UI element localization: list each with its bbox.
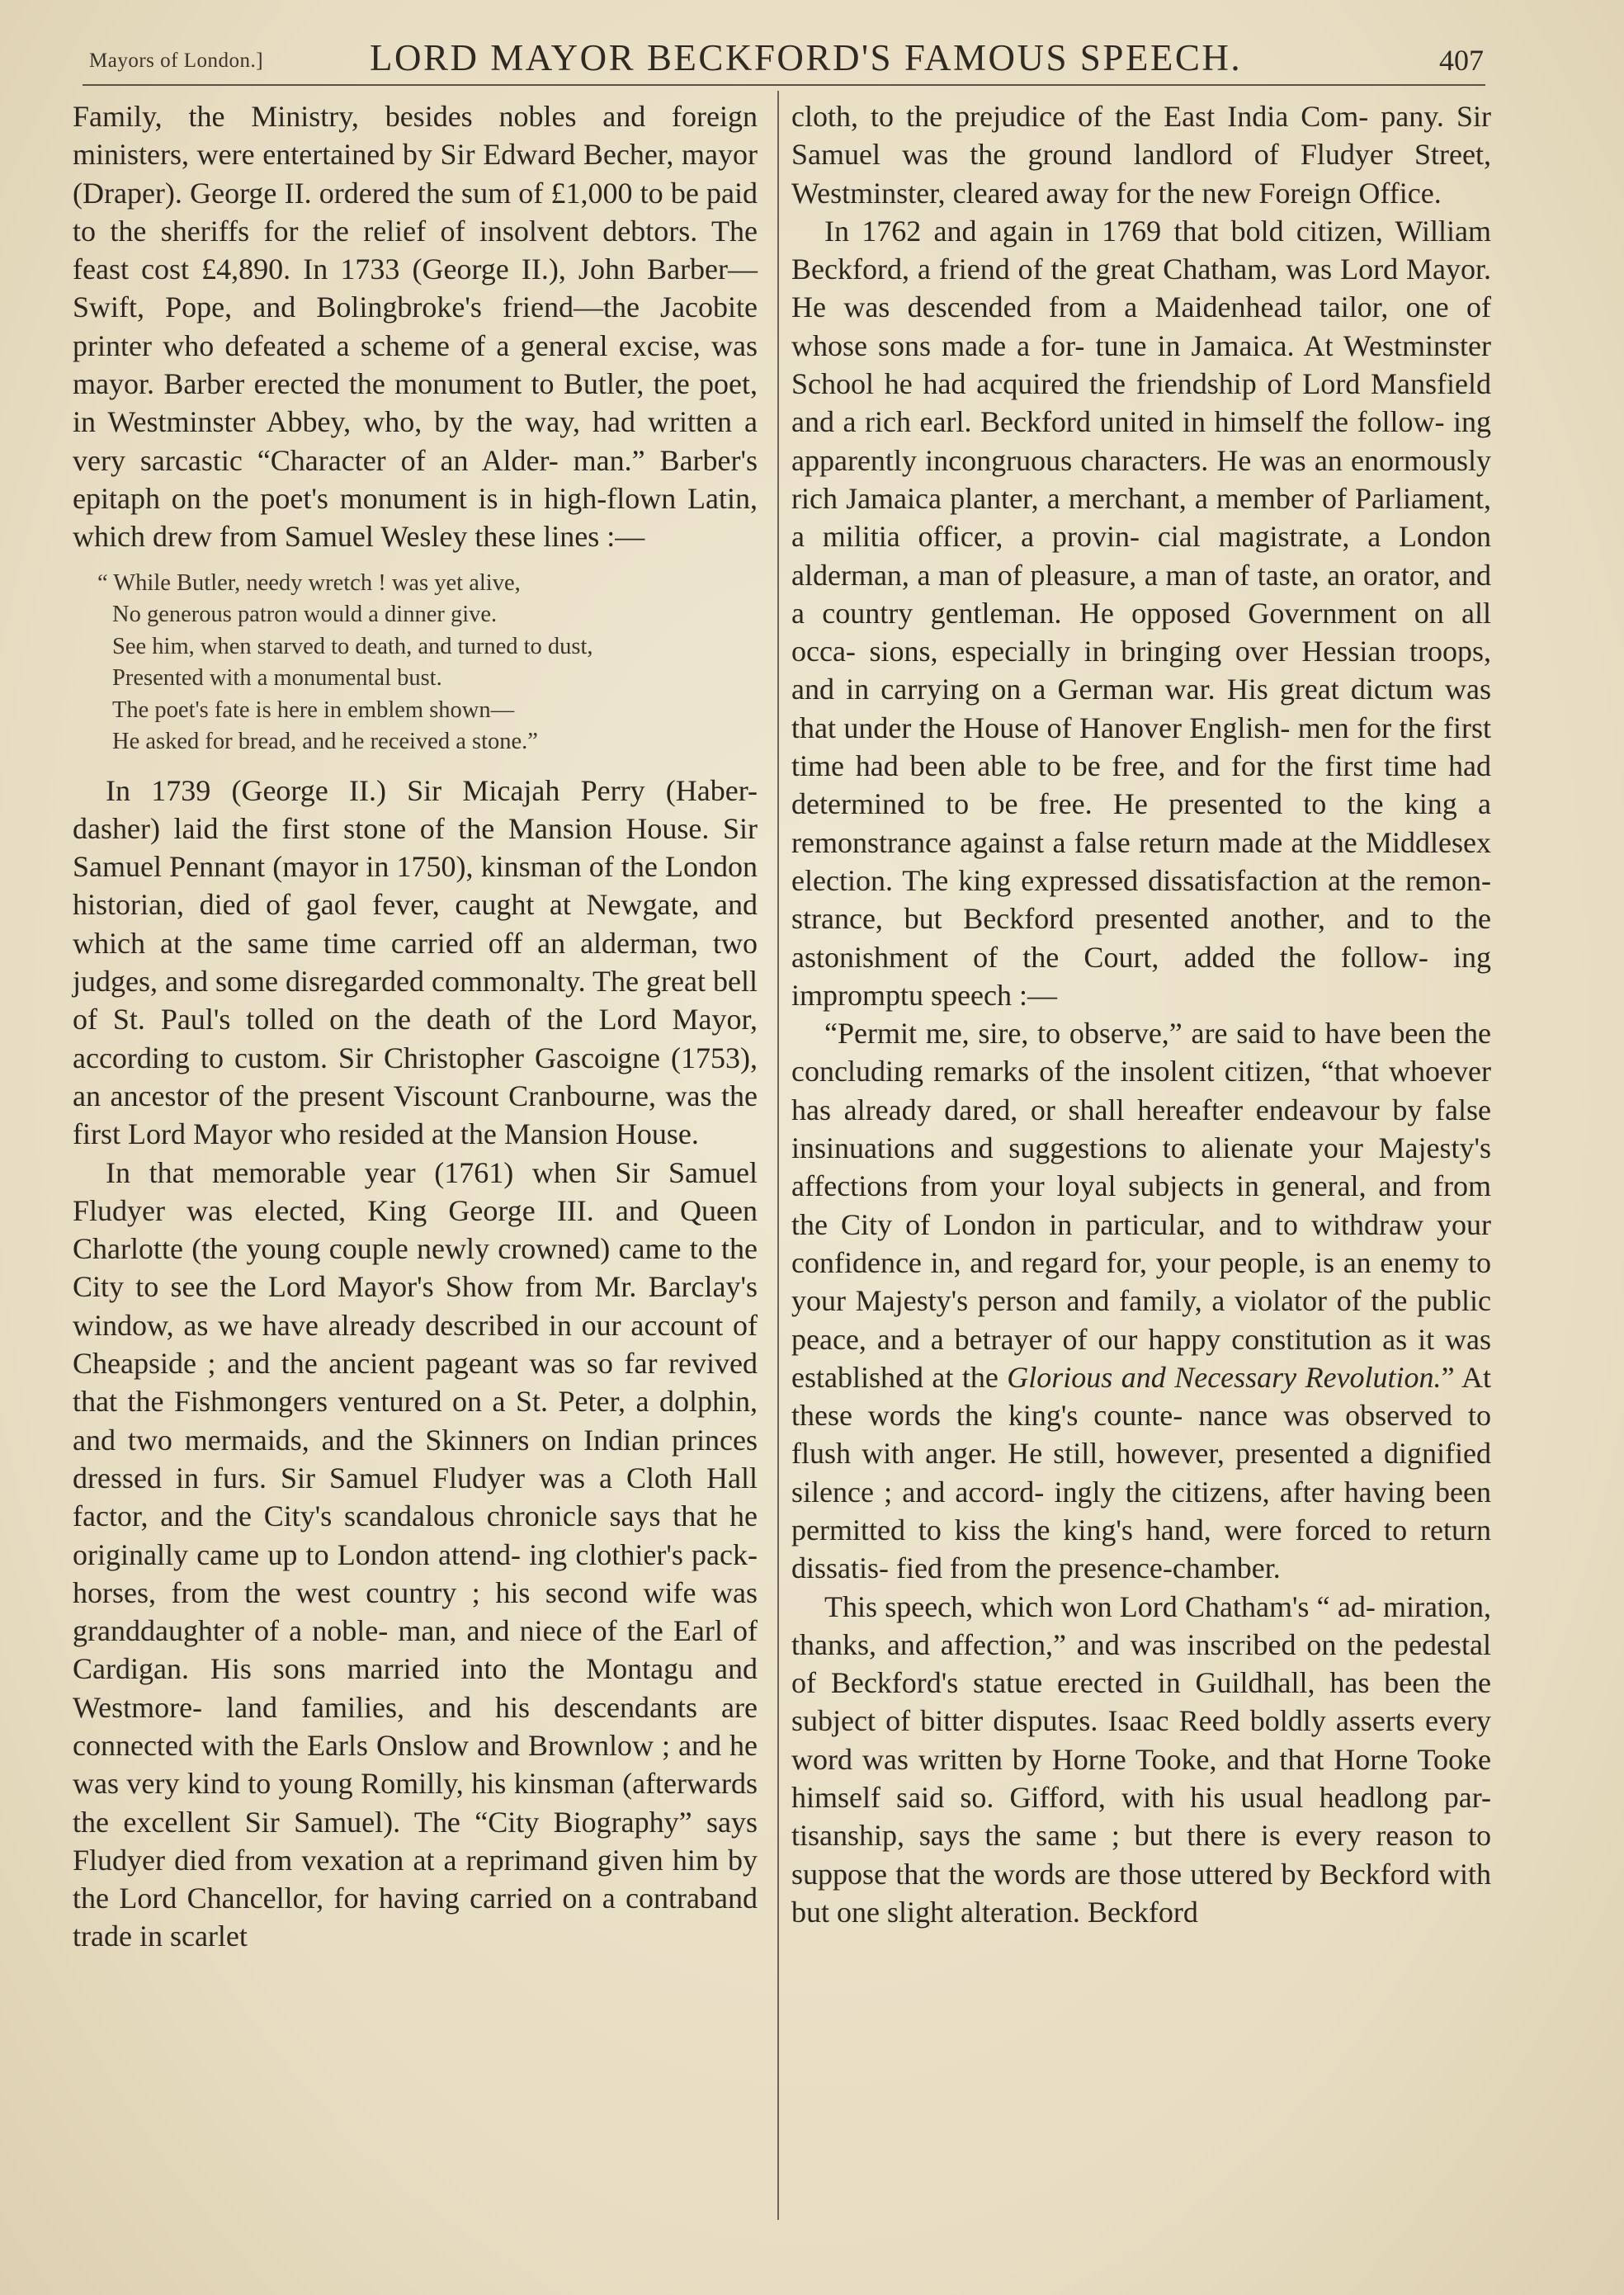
paragraph: In 1762 and again in 1769 that bold citizen, William Beckford, a friend of the great Chatham, was Lord Mayor. He was descended from a Maidenhead tailor, one of whose sons made a for- tune in Jamaica. At Westminster School he had acquired the friendship of Lord Mansfield and a rich earl. Beckford united in himself the follow- ing apparently incongruous characters. He was an enormously rich Jamaica planter, a merchant, a member of Parliament, a militia officer, a provin- cial magistrate, a London alderman, a man of pleasure, a man of taste, an orator, and a country gentleman. He opposed Government on all occa- sions, especially in bringing over Hessian troops, and in carrying on a German war. His great dictum was that under the House of Hanover English- men for the first time had been able to be free, and for the first time had determined to be free. He presented to the king a remonstrance against a false return made at the Middlesex election. The king expressed dissatisfaction at the remon- strance, but Beckford presented another, and to the astonishment of the Court, added the follow- ing impromptu speech :—: [791, 214, 1491, 1012]
poem-line: “ While Butler, needy wretch ! was yet alive,: [97, 569, 521, 596]
poem-line: No generous patron would a dinner give.: [112, 602, 498, 628]
poem-line: See him, when starved to death, and turned to dust,: [112, 633, 593, 659]
paragraph: This speech, which won Lord Chatham's “ ad- miration, thanks, and affection,” and was inscribed on the pedestal of Beckford's statue erected in Guildhall, has been the subject of bitter disputes. Isaac Reed boldly asserts every word was written by Horne Tooke, and that Horne Tooke himself said so. Gifford, with his usual headlong par- tisanship, says the same ; but there is every reason to suppose that the words are those uttered by Beckford with but one slight alteration. Beckford: [791, 1589, 1491, 1929]
italic-phrase: Glorious and Necessary Revolution.: [1007, 1360, 1442, 1394]
page-title: LORD MAYOR BECKFORD'S FAMOUS SPEECH.: [370, 37, 1243, 78]
paragraph: Family, the Ministry, besides nobles and foreign ministers, were entertained by Sir Edward Becher, mayor (Draper). George II. ordered the sum of £1,000 to be paid to the sheriffs for the relief of insolvent debtors. The feast cost £4,890. In 1733 (George II.), John Barber—Swift, Pope, and Bolingbroke's friend—the Jacobite printer who defeated a scheme of a general excise, was mayor. Barber erected the monument to Butler, the poet, in Westminster Abbey, who, by the way, had written a very sarcastic “Character of an Alder- man.” Barber's epitaph on the poet's monument is in high-flown Latin, which drew from Samuel Wesley these lines :—: [73, 100, 758, 554]
poem-line: He asked for bread, and he received a stone.”: [112, 729, 538, 755]
paragraph-text: ” At these words the king's counte- nance was observed to flush with anger. He still, however, presented a dignified silence ; and accord- ingly the citizens, after having been permitted to kiss the king's hand, were forced to return dissatis- fied from the presence-chamber.: [791, 1360, 1492, 1585]
quoted-poem: [97, 568, 758, 758]
header-rule: [83, 84, 1485, 86]
section-label: Mayors of London.]: [89, 50, 264, 72]
column-divider: [777, 91, 779, 2220]
poem-line: Presented with a monumental bust.: [112, 665, 442, 692]
paragraph: In that memorable year (1761) when Sir Samuel Fludyer was elected, King George III. and Queen Charlotte (the young couple newly crowned) came to the City to see the Lord Mayor's Show from Mr. Barclay's window, as we have already described in our account of Cheapside ; and the ancient pageant was so far revived that the Fishmongers ventured on a St. Peter, a dolphin, and two mermaids, and the Skinners on Indian princes dressed in furs. Sir Samuel Fludyer was a Cloth Hall factor, and the City's scandalous chronicle says that he originally came up to London attend- ing clothier's pack-horses, from the west country ; his second wife was granddaughter of a noble- man, and niece of the Earl of Cardigan. His sons married into the Montagu and Westmore- land families, and his descendants are connected with the Earls Onslow and Brownlow ; and he was very kind to young Romilly, his kinsman (afterwards the excellent Sir Samuel). The “City Biography” says Fludyer died from vexation at a reprimand given him by the Lord Chancellor, for having carried on a contraband trade in scarlet: [73, 1155, 758, 1953]
left-column: [73, 97, 758, 1956]
page-number: 407: [1439, 44, 1484, 77]
paragraph-text: “Permit me, sire, to observe,” are said to have been the concluding remarks of the insolent citizen, “that whoever has already dared, or shall hereafter endeavour by false insinuations and suggestions to alienate your Majesty's affections from your loyal subjects in general, and from the City of London in particular, and to withdraw your confidence in, and regard for, your people, is an enemy to your Majesty's person and family, a violator of the public peace, and a betrayer of our happy constitution as it was established at the: [791, 1017, 1491, 1394]
paragraph: cloth, to the prejudice of the East India Com- pany. Sir Samuel was the ground landlord of Fludyer Street, Westminster, cleared away for the new Foreign Office.: [791, 100, 1491, 210]
paragraph: In 1739 (George II.) Sir Micajah Perry (Haber- dasher) laid the first stone of the Mansion House. Sir Samuel Pennant (mayor in 1750), kinsman of the London historian, died of gaol fever, caught at Newgate, and which at the same time carried off an alderman, two judges, and some disregarded commonalty. The great bell of St. Paul's tolled on the death of the Lord Mayor, according to custom. Sir Christopher Gascoigne (1753), an ancestor of the present Viscount Cranbourne, was the first Lord Mayor who resided at the Mansion House.: [73, 773, 758, 1151]
poem-line: The poet's fate is here in emblem shown—: [112, 697, 515, 723]
paragraph: [791, 1014, 1491, 1587]
running-header: [89, 33, 1484, 83]
right-column: [791, 97, 1491, 1931]
